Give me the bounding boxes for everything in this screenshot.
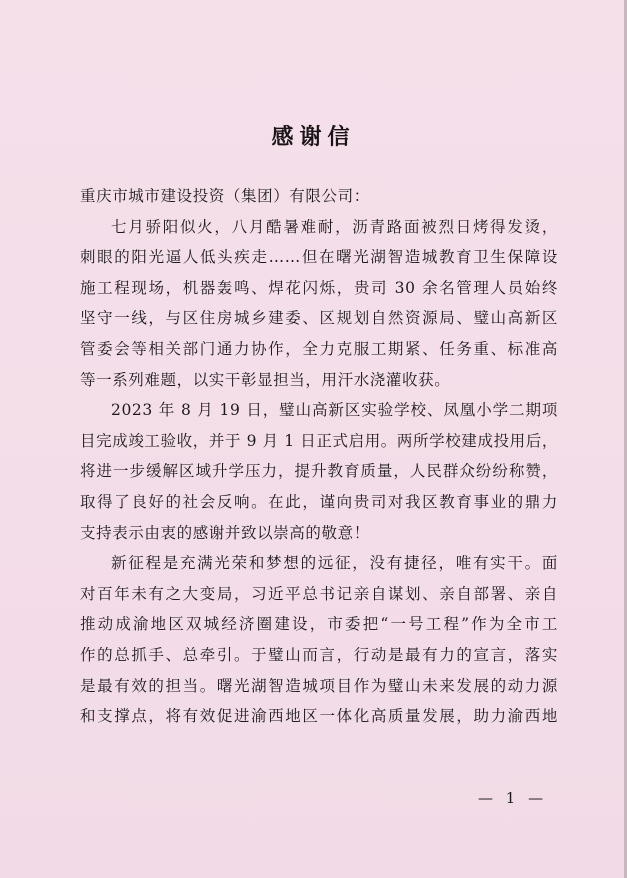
text-line: 和支撑点，将有效促进渝西地区一体化高质量发展，助力渝西地	[80, 707, 558, 726]
salutation: 重庆市城市建设投资（集团）有限公司：	[80, 187, 370, 205]
text-line: 支持表示由衷的感谢并致以崇高的敬意！	[80, 523, 370, 542]
paragraph-2	[80, 395, 558, 548]
text-line: 刺眼的阳光逼人低头疾走……但在曙光湖智造城教育卫生保障设	[80, 248, 558, 267]
text-line: 等一系列难题，以实干彰显担当，用汗水浇灌收获。	[80, 370, 451, 389]
text-line: 将进一步缓解区域升学压力，提升教育质量，人民群众纷纷称赞，	[80, 462, 558, 481]
paragraph-3	[80, 548, 558, 732]
text-line: 作的总抓手、总牵引。于璧山而言，行动是最有力的宣言，落实	[80, 645, 558, 664]
letter-title: 感谢信	[271, 124, 356, 150]
letter-body	[80, 181, 558, 732]
text-line: 取得了良好的社会反响。在此，谨向贵司对我区教育事业的鼎力	[80, 492, 558, 511]
paragraph-1	[80, 212, 558, 396]
text-line: 目完成竣工验收，并于 9 月 1 日正式启用。两所学校建成投用后，	[80, 431, 558, 450]
text-line: 是最有效的担当。曙光湖智造城项目作为璧山未来发展的动力源	[80, 676, 558, 695]
text-line: 2023 年 8 月 19 日，璧山高新区实验学校、凤凰小学二期项	[111, 401, 558, 420]
text-line: 施工程现场，机器轰鸣、焊花闪烁，贵司 30 余名管理人员始终	[80, 278, 558, 297]
text-line: 对百年未有之大变局，习近平总书记亲自谋划、亲自部署、亲自	[80, 584, 558, 603]
page-number: — 1 —	[478, 789, 548, 807]
text-line: 管委会等相关部门通力协作，全力克服工期紧、任务重、标准高	[80, 339, 558, 358]
text-line: 推动成渝地区双城经济圈建设，市委把“一号工程”作为全市工	[80, 615, 558, 634]
text-line: 七月骄阳似火，八月酷暑难耐，沥青路面被烈日烤得发烫，	[111, 217, 558, 236]
text-line: 坚守一线，与区住房城乡建委、区规划自然资源局、璧山高新区	[80, 309, 558, 328]
text-line: 新征程是充满光荣和梦想的远征，没有捷径，唯有实干。面	[111, 554, 558, 573]
